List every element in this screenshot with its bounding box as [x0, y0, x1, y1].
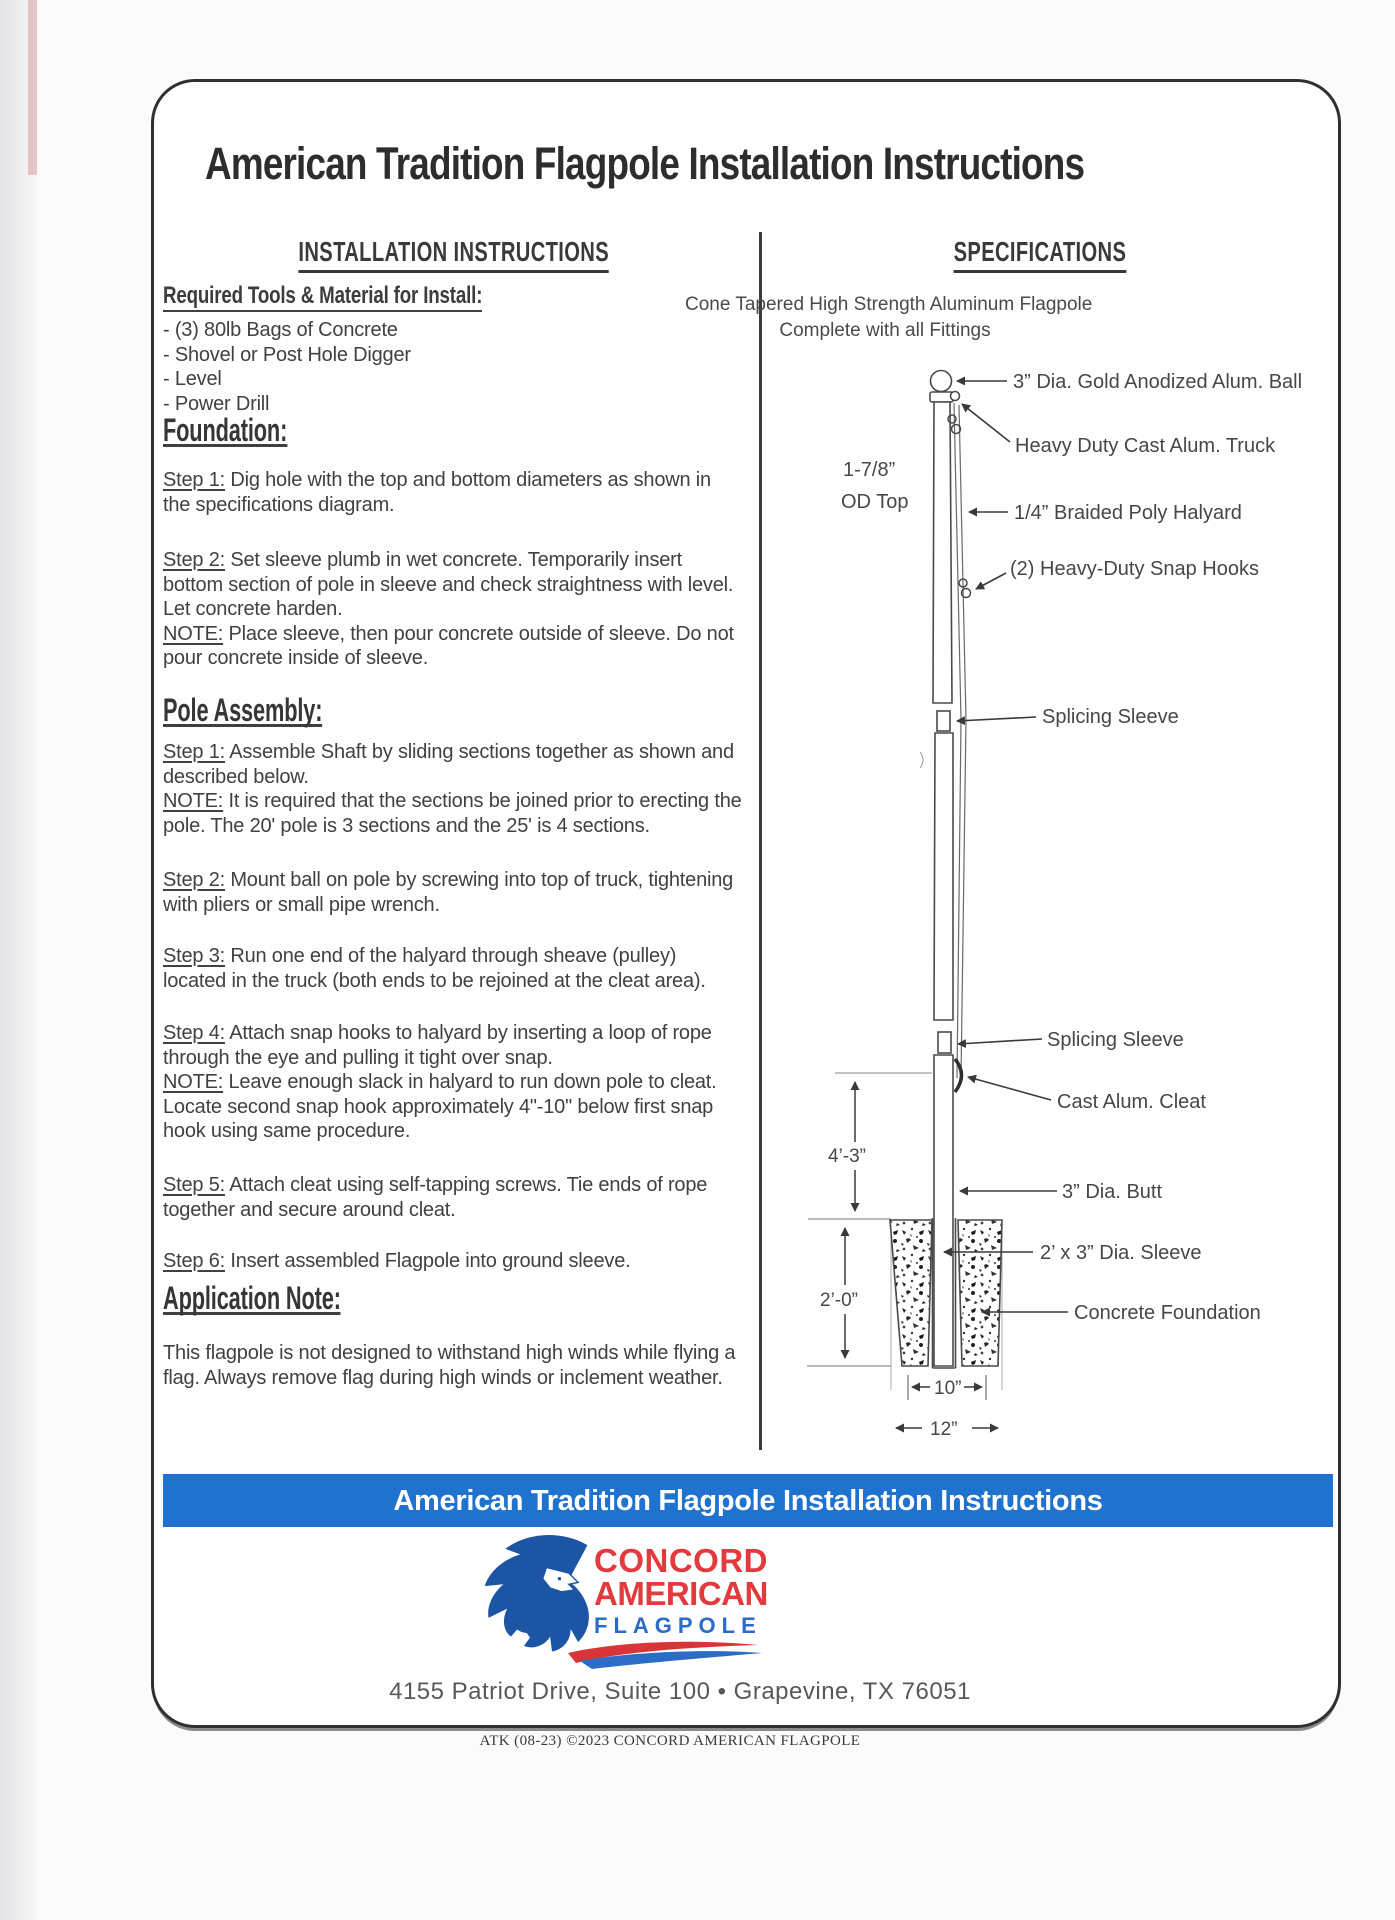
tools-heading: Required Tools & Material for Install:: [163, 284, 743, 312]
pole-section-bottom: [934, 1055, 953, 1366]
pole-section-middle: [934, 733, 953, 1020]
specifications-subtitle: Cone Tapered High Strength Aluminum Flagpole Complete with all Fittings: [685, 294, 1093, 341]
snap-hook-lower: [959, 579, 971, 598]
splicing-sleeve-upper: [937, 711, 950, 731]
assembly-step-2: Step 2: Mount ball on pole by screwing into top of truck, tightening with pliers or small pipe wrench.: [163, 869, 734, 916]
application-note-heading: Application Note:: [163, 1280, 341, 1316]
svg-text:10”: 10”: [934, 1378, 962, 1399]
label-od-top-2: OD Top: [841, 491, 909, 513]
list-item: - Shovel or Post Hole Digger: [163, 343, 411, 366]
halyard-ropes: [954, 403, 966, 1078]
list-item: - (3) 80lb Bags of Concrete: [163, 319, 398, 341]
label-concrete-foundation: Concrete Foundation: [1074, 1302, 1261, 1324]
specifications-header: SPECIFICATIONS: [770, 236, 1310, 273]
bottom-banner: American Tradition Flagpole Installation Instructions: [163, 1474, 1333, 1527]
dimension-4-3: [828, 1073, 932, 1211]
label-od-top-1: 1-7/8”: [843, 459, 896, 481]
company-logo: [468, 1528, 768, 1669]
assembly-step-6: Step 6: Insert assembled Flagpole into ground sleeve.: [163, 1250, 631, 1272]
logo-flagpole: FLAGPOLE: [594, 1613, 762, 1638]
assembly-step-1: Step 1: Assemble Shaft by sliding sections together as shown and described below. NOTE: It is required that the sections be joined prior to erecting the pole. The 20' pole is 3 sections and the 25' is 4 sections.: [163, 741, 742, 837]
cleat: [955, 1059, 962, 1092]
pole-section-top: [933, 402, 952, 703]
column-divider: [759, 232, 762, 1450]
foundation-step-2: Step 2: Set sleeve plumb in wet concrete. Temporarily insert bottom section of pole in sleeve and check straightness with level. Let concrete harden. NOTE: Place sleeve, then pour concrete outside of sleeve. Do not pour concrete inside of sleeve.: [163, 549, 734, 669]
svg-text:2’-0”: 2’-0”: [820, 1290, 859, 1311]
label-ball: 3” Dia. Gold Anodized Alum. Ball: [1013, 371, 1303, 393]
pole-assembly-heading: Pole Assembly:: [163, 692, 323, 728]
flagpole-drawing: [930, 371, 960, 1367]
label-splicing-sleeve-lower: Splicing Sleeve: [1047, 1029, 1184, 1051]
logo-swoosh: [566, 1639, 766, 1669]
logo-concord: CONCORD: [594, 1542, 768, 1579]
concrete-block-left: [890, 1220, 932, 1366]
scan-artifact: [28, 0, 37, 175]
copyright-footer: ATK (08-23) ©2023 CONCORD AMERICAN FLAGPOLE: [479, 1733, 861, 1749]
assembly-step-3: Step 3: Run one end of the halyard through sheave (pulley) located in the truck (both ends to be rejoined at the cleat area).: [163, 945, 706, 992]
concrete-block-right: [958, 1220, 1002, 1366]
splicing-sleeve-lower: [938, 1032, 951, 1053]
dimension-12: [896, 1419, 998, 1440]
application-note-text: This flagpole is not designed to withstand high winds while flying a flag. Always remove flag during high winds or inclement weather.: [163, 1342, 736, 1389]
logo-wordmark: [594, 1544, 768, 1669]
svg-text:4’-3”: 4’-3”: [828, 1146, 867, 1167]
label-halyard: 1/4” Braided Poly Halyard: [1014, 502, 1242, 524]
installation-instructions-header: INSTALLATION INSTRUCTIONS: [163, 236, 745, 273]
tools-list: [163, 318, 743, 416]
svg-text:12”: 12”: [930, 1419, 958, 1440]
gold-ball: [931, 371, 952, 392]
list-item: - Level: [163, 368, 222, 390]
foundation-heading: Foundation:: [163, 412, 288, 448]
label-truck: Heavy Duty Cast Alum. Truck: [1015, 435, 1276, 457]
page-title: American Tradition Flagpole Installation Instructions: [205, 138, 1085, 189]
label-snap-hooks: (2) Heavy-Duty Snap Hooks: [1010, 558, 1259, 580]
assembly-step-4: Step 4: Attach snap hooks to halyard by inserting a loop of rope through the eye and pulling it tight over snap. NOTE: Leave enough slack in halyard to run down pole to cleat. Locate second snap hook approximately 4"-10" below first snap hook using same procedure.: [163, 1022, 717, 1142]
logo-american: AMERICAN: [594, 1575, 768, 1612]
truck: [930, 392, 960, 403]
foundation-step-1: Step 1: Dig hole with the top and bottom diameters as shown in the specifications diagram.: [163, 469, 711, 516]
dimension-10: [908, 1375, 986, 1400]
scan-mark: [920, 752, 923, 768]
dimension-2-0: [820, 1228, 858, 1358]
label-cleat: Cast Alum. Cleat: [1057, 1091, 1206, 1113]
label-butt: 3” Dia. Butt: [1062, 1181, 1163, 1203]
company-address: 4155 Patriot Drive, Suite 100 • Grapevine, TX 76051: [389, 1678, 971, 1705]
assembly-step-5: Step 5: Attach cleat using self-tapping screws. Tie ends of rope together and secure around cleat.: [163, 1174, 708, 1221]
scanner-edge-shadow: [0, 0, 36, 1920]
label-ground-sleeve: 2’ x 3” Dia. Sleeve: [1040, 1242, 1202, 1264]
flagpole-diagram: [770, 290, 1340, 1470]
list-item: - Power Drill: [163, 392, 270, 415]
label-splicing-sleeve-upper: Splicing Sleeve: [1042, 706, 1179, 728]
eagle-eye: [558, 1577, 561, 1580]
